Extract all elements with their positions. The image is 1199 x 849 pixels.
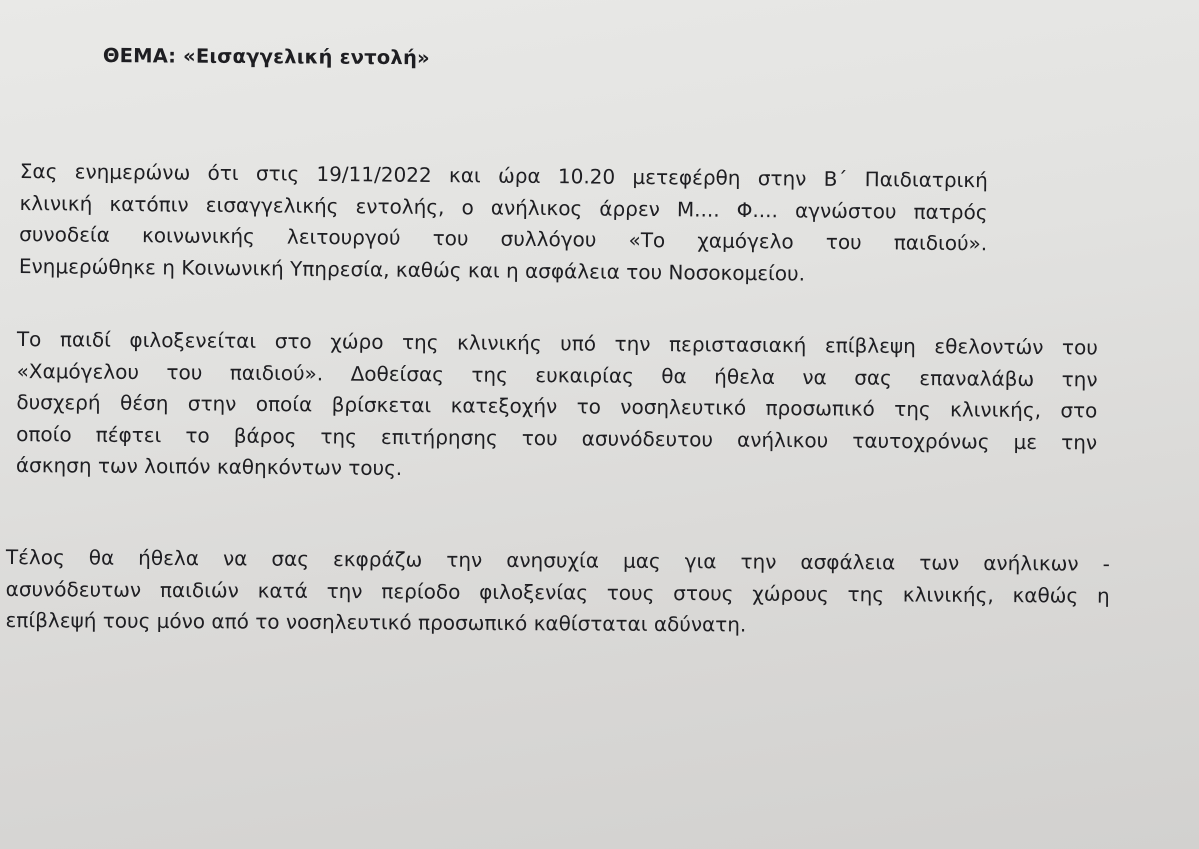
text-line: Ενημερώθηκε η Κοινωνική Υπηρεσία, καθώς και η ασφάλεια του Νοσοκομείου. <box>18 253 806 286</box>
text-line: δυσχερή θέση στην οποία βρίσκεται κατεξοχήν το νοσηλευτικό προσωπικό της κλινικής, στο <box>16 389 1098 423</box>
subject-heading: ΘΕΜΑ: «Εισαγγελική εντολή» <box>102 44 430 70</box>
text-line: Το παιδί φιλοξενείται στο χώρο της κλινικής υπό την περιστασιακή επίβλεψη εθελοντών του <box>16 326 1098 360</box>
text-line: ασυνόδευτων παιδιών κατά την περίοδο φιλοξενίας τους στους χώρους της κλινικής, καθώς η <box>5 576 1110 608</box>
paragraph-2 <box>16 324 1098 490</box>
text-line: συνοδεία κοινωνικής λειτουργού του συλλόγου «Το χαμόγελο του παιδιού». <box>19 221 988 256</box>
paragraph-1 <box>19 156 988 291</box>
text-line: Τέλος θα ήθελα να σας εκφράζω την ανησυχία μας για την ασφάλεια των ανήλικων - <box>5 544 1110 576</box>
text-line: κλινική κατόπιν εισαγγελικής εντολής, ο ανήλικος άρρεν Μ.... Φ.... αγνώστου πατρός <box>19 190 988 224</box>
text-line: άσκηση των λοιπόν καθηκόντων τους. <box>15 452 403 481</box>
text-line: «Χαμόγελου του παιδιού». Δοθείσας της ευκαιρίας θα ήθελα να σας επαναλάβω την <box>16 358 1098 391</box>
paragraph-3 <box>5 542 1110 643</box>
text-line: επίβλεψή τους μόνο από το νοσηλευτικό προσωπικό καθίσταται αδύνατη. <box>5 607 747 637</box>
text-line: οποίο πέφτει το βάρος της επιτήρησης του ασυνόδευτου ανήλικου ταυτοχρόνως με την <box>16 421 1098 454</box>
text-line: Σας ενημερώνω ότι στις 19/11/2022 και ώρα 10.20 μετεφέρθη στην Β΄ Παιδιατρική <box>19 158 988 193</box>
